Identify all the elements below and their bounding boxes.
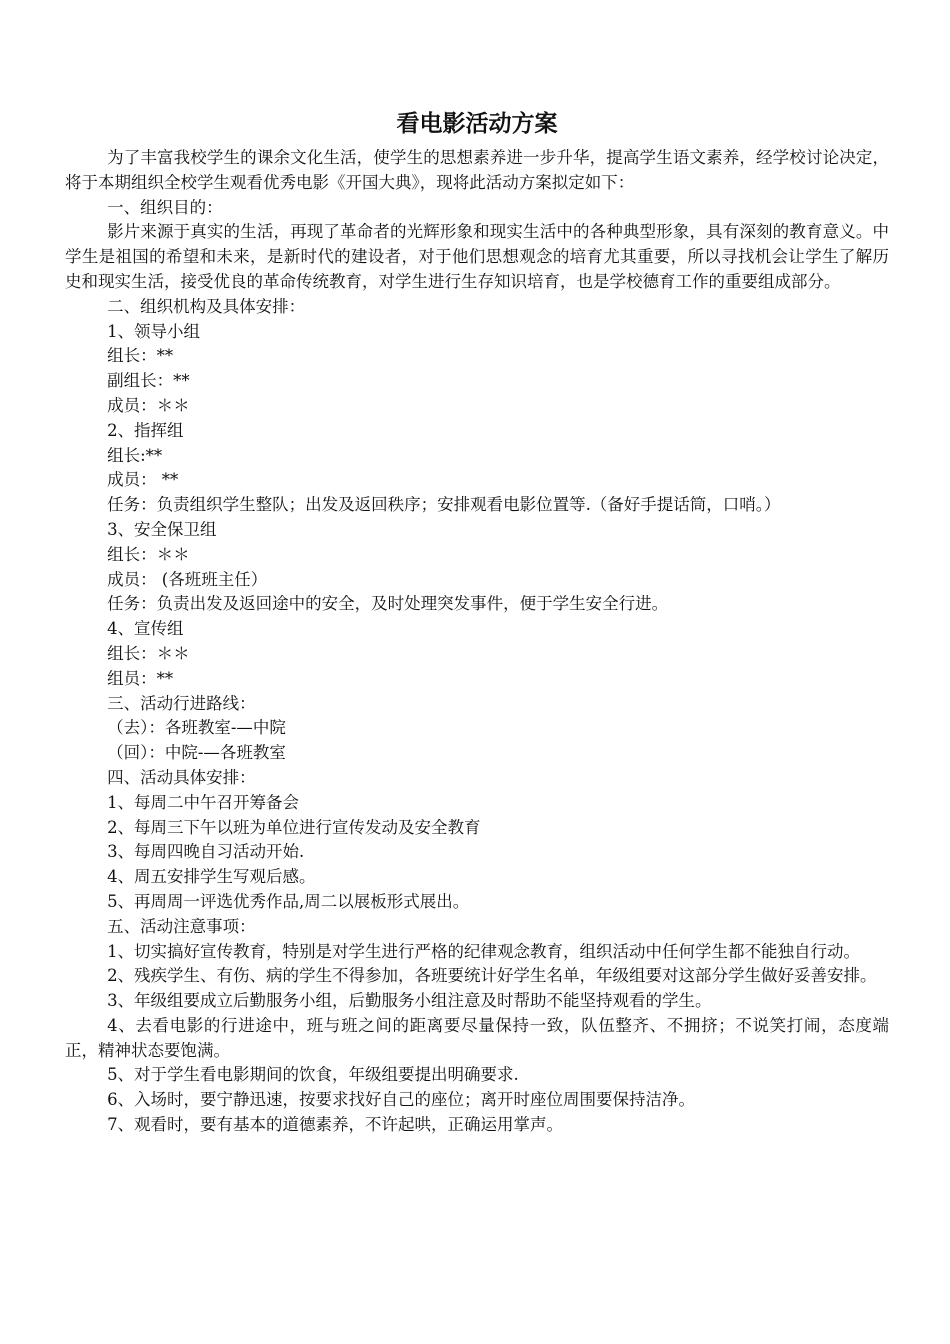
list-item: 1、领导小组 [107, 321, 201, 341]
list-item: 组长：＊＊ [107, 544, 190, 564]
section-heading-route: 三、活动行进路线： [107, 693, 256, 713]
list-item: 成员： ** [107, 470, 179, 490]
list-item: 3、每周四晚自习活动开始. [107, 842, 305, 862]
section-heading-notes: 五、活动注意事项： [107, 916, 256, 936]
list-item: 3、安全保卫组 [107, 519, 217, 539]
list-item: 5、对于学生看电影期间的饮食，年级组要提出明确要求. [107, 1065, 519, 1085]
document-page [65, 108, 889, 1138]
document-title: 看电影活动方案 [396, 110, 558, 137]
list-item: 副组长：** [107, 371, 190, 391]
section-heading-schedule: 四、活动具体安排： [107, 767, 256, 787]
list-item: 任务：负责组织学生整队；出发及返回秩序；安排观看电影位置等.（备好手提话筒，口哨。） [107, 495, 781, 515]
list-item: 成员： (各班班主任） [107, 569, 268, 589]
list-item: 2、指挥组 [107, 420, 184, 440]
section-heading-purpose: 一、组织目的： [107, 197, 223, 217]
list-item: 组长：** [107, 346, 174, 366]
list-item: 成员：＊＊ [107, 395, 190, 415]
section-heading-organization: 二、组织机构及具体安排： [107, 296, 306, 316]
list-item: 2、残疾学生、有伤、病的学生不得参加，各班要统计好学生名单，年级组要对这部分学生做好妥善安排。 [107, 966, 877, 986]
list-item: 组长:** [107, 445, 163, 465]
list-item: 4、去看电影的行进途中，班与班之间的距离要尽量保持一致，队伍整齐、不拥挤；不说笑打闹，态度端正，精神状态要饱满。 [65, 1015, 889, 1060]
list-item: 5、再周周一评选优秀作品,周二以展板形式展出。 [107, 891, 470, 911]
list-item: 4、周五安排学生写观后感。 [107, 867, 316, 887]
list-item: 2、每周三下午以班为单位进行宣传发动及安全教育 [107, 817, 481, 837]
list-item: （回）：中院-—各班教室 [107, 743, 286, 763]
list-item: 任务：负责出发及返回途中的安全，及时处理突发事件，便于学生安全行进。 [107, 594, 669, 614]
list-item: （去）：各班教室-—中院 [107, 718, 286, 738]
list-item: 4、宣传组 [107, 619, 184, 639]
intro-paragraph: 为了丰富我校学生的课余文化生活，使学生的思想素养进一步升华，提高学生语文素养，经学校讨论决定，将于本期组织全校学生观看优秀电影《开国大典》，现将此活动方案拟定如下： [65, 148, 889, 192]
list-item: 1、切实搞好宣传教育，特别是对学生进行严格的纪律观念教育，组织活动中任何学生都不能独自行动。 [107, 941, 861, 961]
list-item: 1、每周二中午召开筹备会 [107, 792, 300, 812]
purpose-paragraph: 影片来源于真实的生活，再现了革命者的光辉形象和现实生活中的各种典型形象，具有深刻的教育意义。中学生是祖国的希望和未来，是新时代的建设者，对于他们思想观念的培育尤其重要，所以寻找机会让学生了解历史和现实生活，接受优良的革命传统教育，对学生进行生存知识培育，也是学校德育工作的重要组成部分。 [65, 222, 889, 291]
list-item: 6、入场时，要宁静迅速，按要求找好自己的座位；离开时座位周围要保持洁净。 [107, 1090, 696, 1110]
list-item: 3、年级组要成立后勤服务小组，后勤服务小组注意及时帮助不能坚持观看的学生。 [107, 991, 712, 1011]
list-item: 组员：** [107, 668, 174, 688]
list-item: 组长：＊＊ [107, 643, 190, 663]
list-item: 7、观看时，要有基本的道德素养，不许起哄，正确运用掌声。 [107, 1115, 564, 1135]
